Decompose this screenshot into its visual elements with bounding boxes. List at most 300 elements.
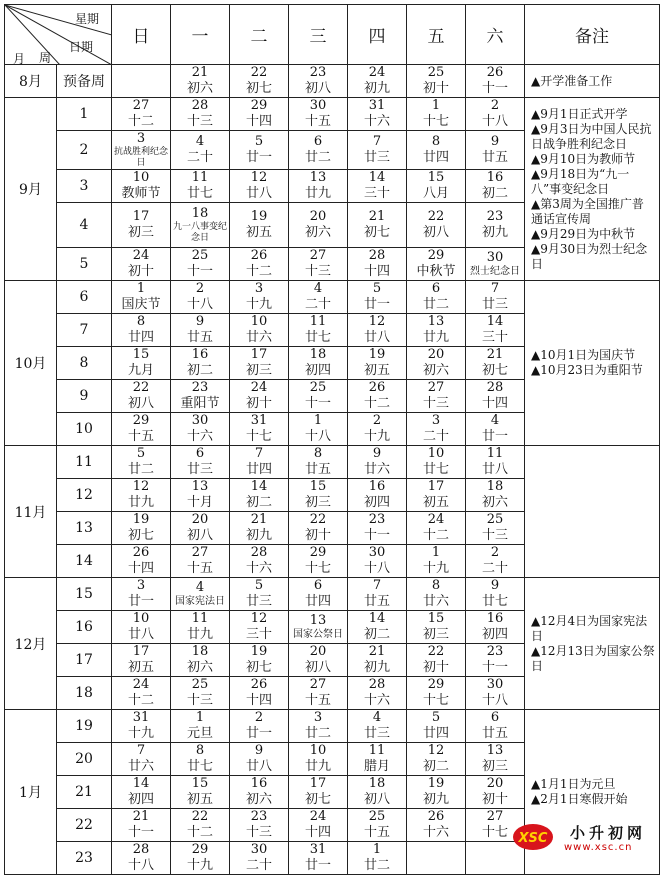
day-number: 19 (250, 209, 268, 224)
lunar-date: 国庆节 (121, 297, 161, 312)
notes-cell (525, 578, 660, 710)
lunar-date: 初七 (245, 81, 272, 96)
lunar-date: 十八 (481, 693, 508, 708)
lunar-date: 初九 (363, 660, 390, 675)
day-number: 2 (490, 98, 500, 113)
day-number: 21 (250, 512, 268, 527)
lunar-date: 廿六 (422, 594, 449, 609)
day-cell (466, 710, 525, 743)
month-label: 9月 (5, 98, 57, 281)
day-cell (171, 131, 230, 170)
day-cell (407, 131, 466, 170)
note-line: ▲12月4日为国家宪法日 (531, 613, 648, 643)
day-number: 11 (309, 314, 327, 329)
lunar-date: 中秋节 (416, 264, 456, 279)
day-number: 3 (136, 578, 146, 593)
lunar-date: 廿三 (363, 150, 390, 165)
day-number: 29 (309, 545, 327, 560)
lunar-date: 廿六 (127, 759, 154, 774)
day-cell (171, 170, 230, 203)
day-number: 18 (309, 347, 327, 362)
lunar-date: 初二 (186, 363, 213, 378)
day-number: 24 (368, 65, 386, 80)
day-cell (230, 479, 289, 512)
note-line: ▲9月30日为烈士纪念日 (531, 241, 648, 271)
lunar-date: 廿七 (422, 462, 449, 477)
note-line: ▲1月1日为元旦 (531, 777, 616, 791)
day-cell (466, 446, 525, 479)
day-cell (112, 347, 171, 380)
day-number: 28 (368, 248, 386, 263)
lunar-date: 十七 (422, 693, 449, 708)
lunar-date: 廿八 (245, 186, 272, 201)
lunar-date: 腊月 (363, 759, 390, 774)
day-number: 25 (486, 512, 504, 527)
day-cell (407, 743, 466, 776)
lunar-date: 国家公祭日 (293, 629, 343, 640)
day-cell (289, 248, 348, 281)
day-cell (112, 479, 171, 512)
lunar-date: 廿七 (186, 759, 213, 774)
lunar-date: 九一八事变纪念日 (172, 222, 227, 243)
lunar-date: 廿七 (186, 186, 213, 201)
lunar-date: 廿三 (363, 726, 390, 741)
day-cell (466, 203, 525, 248)
day-number: 4 (372, 710, 382, 725)
day-cell (466, 512, 525, 545)
day-cell (407, 710, 466, 743)
day-number: 16 (250, 776, 268, 791)
day-cell (348, 380, 407, 413)
week-number: 3 (57, 170, 112, 203)
day-number: 29 (427, 248, 445, 263)
week-number: 7 (57, 314, 112, 347)
day-number: 24 (132, 248, 150, 263)
day-cell (230, 413, 289, 446)
lunar-date: 二十 (186, 150, 213, 165)
day-cell (171, 203, 230, 248)
lunar-date: 廿五 (304, 462, 331, 477)
day-number: 18 (368, 776, 386, 791)
lunar-date: 十四 (245, 693, 272, 708)
day-cell (112, 842, 171, 875)
day-number: 19 (427, 776, 445, 791)
day-cell (466, 743, 525, 776)
day-number: 7 (372, 578, 382, 593)
day-number: 22 (191, 809, 209, 824)
day-number: 1 (195, 710, 205, 725)
day-cell (348, 512, 407, 545)
day-number: 21 (368, 644, 386, 659)
day-cell (289, 512, 348, 545)
day-cell (407, 842, 466, 875)
day-number: 29 (427, 677, 445, 692)
day-number: 14 (486, 314, 504, 329)
lunar-date: 初八 (127, 396, 154, 411)
day-cell (348, 131, 407, 170)
day-number: 10 (132, 611, 150, 626)
lunar-date: 廿一 (245, 726, 272, 741)
week-number: 14 (57, 545, 112, 578)
day-cell (289, 743, 348, 776)
day-number: 25 (191, 677, 209, 692)
day-cell (348, 65, 407, 98)
lunar-date: 十六 (245, 561, 272, 576)
day-cell (407, 248, 466, 281)
lunar-date: 初八 (363, 792, 390, 807)
notes-cell (525, 446, 660, 578)
day-number: 6 (195, 446, 205, 461)
day-cell (466, 65, 525, 98)
day-cell (230, 380, 289, 413)
day-number: 29 (132, 413, 150, 428)
lunar-date: 十七 (422, 114, 449, 129)
lunar-date: 十三 (186, 693, 213, 708)
day-number: 4 (490, 413, 500, 428)
lunar-date: 十七 (304, 561, 331, 576)
lunar-date: 廿四 (422, 150, 449, 165)
day-number: 18 (486, 479, 504, 494)
note-line: ▲10月23日为重阳节 (531, 363, 643, 377)
day-number: 23 (486, 209, 504, 224)
day-cell (289, 170, 348, 203)
day-number: 23 (309, 65, 327, 80)
day-cell (289, 347, 348, 380)
day-cell (348, 842, 407, 875)
lunar-date: 廿九 (422, 330, 449, 345)
week-number: 22 (57, 809, 112, 842)
day-cell (348, 413, 407, 446)
day-number: 28 (368, 677, 386, 692)
lunar-date: 初八 (422, 225, 449, 240)
lunar-date: 十五 (186, 561, 213, 576)
day-cell (289, 314, 348, 347)
day-number: 19 (250, 644, 268, 659)
day-cell (348, 203, 407, 248)
note-line: ▲9月3日为中国人民抗日战争胜利纪念日 (531, 121, 652, 151)
lunar-date: 廿二 (363, 858, 390, 873)
day-cell (407, 611, 466, 644)
day-number: 27 (427, 380, 445, 395)
day-number: 14 (132, 776, 150, 791)
lunar-date: 初九 (363, 81, 390, 96)
day-cell (230, 710, 289, 743)
day-number: 20 (309, 644, 327, 659)
day-number: 26 (132, 545, 150, 560)
day-cell (171, 842, 230, 875)
lunar-date: 廿九 (127, 495, 154, 510)
day-number: 27 (486, 809, 504, 824)
lunar-date: 初六 (186, 660, 213, 675)
week-number: 5 (57, 248, 112, 281)
day-header: 日 (112, 5, 171, 65)
lunar-date: 十九 (422, 561, 449, 576)
day-cell (112, 677, 171, 710)
lunar-date: 初五 (422, 495, 449, 510)
day-cell (230, 512, 289, 545)
lunar-date: 廿八 (245, 759, 272, 774)
day-cell (407, 776, 466, 809)
day-number: 20 (486, 776, 504, 791)
lunar-date: 抗战胜利纪念日 (113, 147, 168, 168)
day-header: 六 (466, 5, 525, 65)
lunar-date: 廿四 (245, 462, 272, 477)
day-number: 15 (191, 776, 209, 791)
day-number: 8 (195, 743, 205, 758)
day-cell (112, 545, 171, 578)
day-number: 12 (132, 479, 150, 494)
day-cell (230, 446, 289, 479)
day-number: 17 (132, 209, 150, 224)
lunar-date: 初六 (245, 792, 272, 807)
day-cell (407, 413, 466, 446)
day-cell (348, 281, 407, 314)
lunar-date: 初四 (481, 627, 508, 642)
day-cell (230, 578, 289, 611)
day-number: 16 (486, 611, 504, 626)
lunar-date: 初四 (304, 363, 331, 378)
day-cell (230, 644, 289, 677)
lunar-date: 廿二 (304, 726, 331, 741)
day-number: 22 (427, 644, 445, 659)
lunar-date: 廿一 (363, 297, 390, 312)
lunar-date: 二十 (422, 429, 449, 444)
lunar-date: 廿八 (363, 330, 390, 345)
day-cell (230, 743, 289, 776)
day-cell (289, 131, 348, 170)
day-number: 16 (191, 347, 209, 362)
lunar-date: 十六 (422, 825, 449, 840)
note-line: ▲9月29日为中秋节 (531, 226, 636, 241)
lunar-date: 十九 (186, 858, 213, 873)
day-cell (230, 170, 289, 203)
day-cell (348, 710, 407, 743)
day-number: 3 (136, 131, 146, 146)
month-label: 10月 (5, 281, 57, 446)
month-label: 11月 (5, 446, 57, 578)
day-cell (289, 611, 348, 644)
day-cell (171, 611, 230, 644)
day-number: 1 (372, 842, 382, 857)
day-cell (348, 479, 407, 512)
day-cell (171, 347, 230, 380)
lunar-date: 初五 (186, 792, 213, 807)
day-cell (289, 578, 348, 611)
lunar-date: 初七 (363, 225, 390, 240)
day-number: 30 (486, 250, 504, 265)
day-number: 22 (427, 209, 445, 224)
lunar-date: 初三 (304, 495, 331, 510)
day-cell (112, 65, 171, 98)
lunar-date: 廿八 (127, 627, 154, 642)
day-cell (171, 380, 230, 413)
month-label: 8月 (5, 65, 57, 98)
note-line: ▲9月1日正式开学 (531, 106, 628, 121)
day-number: 6 (313, 578, 323, 593)
day-number: 19 (368, 347, 386, 362)
day-cell (289, 677, 348, 710)
day-number: 28 (191, 98, 209, 113)
lunar-date: 十三 (422, 396, 449, 411)
lunar-date: 初十 (245, 396, 272, 411)
lunar-date: 十六 (363, 693, 390, 708)
lunar-date: 初七 (481, 363, 508, 378)
week-row (5, 65, 660, 98)
lunar-date: 十二 (127, 114, 154, 129)
lunar-date: 廿五 (481, 726, 508, 741)
day-number: 26 (250, 677, 268, 692)
lunar-date: 十一 (186, 264, 213, 279)
day-number: 26 (486, 65, 504, 80)
day-cell (112, 644, 171, 677)
day-number: 25 (191, 248, 209, 263)
day-number: 26 (427, 809, 445, 824)
corner-week-label: 周 (39, 51, 52, 65)
lunar-date: 初五 (245, 225, 272, 240)
day-cell (230, 776, 289, 809)
lunar-date: 教师节 (121, 186, 161, 201)
day-number: 2 (254, 710, 264, 725)
lunar-date: 初八 (186, 528, 213, 543)
day-cell (407, 347, 466, 380)
day-cell (230, 545, 289, 578)
lunar-date: 廿三 (245, 594, 272, 609)
day-number: 7 (136, 743, 146, 758)
day-cell (230, 281, 289, 314)
lunar-date: 十一 (481, 660, 508, 675)
day-number: 17 (250, 347, 268, 362)
day-number: 7 (490, 281, 500, 296)
day-number: 3 (254, 281, 264, 296)
day-number: 4 (195, 580, 205, 595)
lunar-date: 初八 (304, 81, 331, 96)
lunar-date: 十四 (127, 561, 154, 576)
watermark-url: www.xsc.cn (564, 842, 633, 853)
lunar-date: 十五 (127, 429, 154, 444)
lunar-date: 初二 (481, 186, 508, 201)
lunar-date: 十二 (127, 693, 154, 708)
lunar-date: 廿二 (127, 462, 154, 477)
day-number: 12 (427, 743, 445, 758)
day-number: 30 (368, 545, 386, 560)
note-line: ▲第3周为全国推广普通话宣传周 (531, 196, 644, 226)
day-number: 1 (313, 413, 323, 428)
day-cell (112, 98, 171, 131)
day-cell (112, 314, 171, 347)
lunar-date: 初二 (422, 759, 449, 774)
lunar-date: 十七 (245, 429, 272, 444)
day-number: 24 (250, 380, 268, 395)
day-number: 5 (431, 710, 441, 725)
lunar-date: 廿五 (481, 150, 508, 165)
day-cell (407, 446, 466, 479)
day-cell (230, 65, 289, 98)
day-number: 17 (132, 644, 150, 659)
week-number: 12 (57, 479, 112, 512)
day-cell (348, 314, 407, 347)
week-number: 6 (57, 281, 112, 314)
day-cell (112, 710, 171, 743)
lunar-date: 十四 (304, 825, 331, 840)
lunar-date: 十八 (304, 429, 331, 444)
day-number: 9 (372, 446, 382, 461)
lunar-date: 初五 (363, 363, 390, 378)
day-number: 14 (368, 611, 386, 626)
day-cell (230, 203, 289, 248)
day-cell (407, 809, 466, 842)
lunar-date: 初十 (127, 264, 154, 279)
lunar-date: 二十 (245, 858, 272, 873)
lunar-date: 初二 (245, 495, 272, 510)
lunar-date: 廿三 (481, 297, 508, 312)
lunar-date: 廿九 (304, 186, 331, 201)
week-number: 2 (57, 131, 112, 170)
lunar-date: 国家宪法日 (175, 596, 225, 607)
day-cell (407, 281, 466, 314)
day-cell (407, 644, 466, 677)
day-cell (289, 281, 348, 314)
day-number: 15 (132, 347, 150, 362)
lunar-date: 初三 (481, 759, 508, 774)
day-number: 26 (250, 248, 268, 263)
day-number: 5 (372, 281, 382, 296)
day-cell (348, 644, 407, 677)
day-cell (407, 380, 466, 413)
day-cell (348, 677, 407, 710)
day-cell (466, 611, 525, 644)
lunar-date: 初十 (481, 792, 508, 807)
day-number: 23 (191, 380, 209, 395)
day-number: 1 (431, 98, 441, 113)
lunar-date: 三十 (481, 330, 508, 345)
lunar-date: 初九 (422, 792, 449, 807)
day-number: 1 (431, 545, 441, 560)
lunar-date: 初六 (304, 225, 331, 240)
lunar-date: 初六 (186, 81, 213, 96)
lunar-date: 十三 (304, 264, 331, 279)
day-cell (112, 281, 171, 314)
day-cell (348, 809, 407, 842)
week-number: 1 (57, 98, 112, 131)
week-number: 9 (57, 380, 112, 413)
day-cell (466, 545, 525, 578)
week-row (5, 446, 660, 479)
note-line: ▲9月18日为“九一八”事变纪念日 (531, 166, 630, 196)
day-number: 18 (191, 206, 209, 221)
day-cell (112, 248, 171, 281)
day-cell (171, 710, 230, 743)
day-number: 15 (309, 479, 327, 494)
day-cell (407, 203, 466, 248)
day-number: 26 (368, 380, 386, 395)
day-number: 20 (309, 209, 327, 224)
day-number: 14 (368, 170, 386, 185)
day-cell (289, 380, 348, 413)
lunar-date: 十二 (186, 825, 213, 840)
lunar-date: 十一 (304, 396, 331, 411)
note-line: ▲10月1日为国庆节 (531, 348, 636, 362)
day-cell (171, 413, 230, 446)
day-number: 13 (309, 170, 327, 185)
day-cell (230, 98, 289, 131)
day-number: 25 (368, 809, 386, 824)
week-number: 18 (57, 677, 112, 710)
day-cell (171, 248, 230, 281)
day-cell (407, 479, 466, 512)
day-cell (466, 677, 525, 710)
day-number: 23 (250, 809, 268, 824)
day-number: 10 (427, 446, 445, 461)
